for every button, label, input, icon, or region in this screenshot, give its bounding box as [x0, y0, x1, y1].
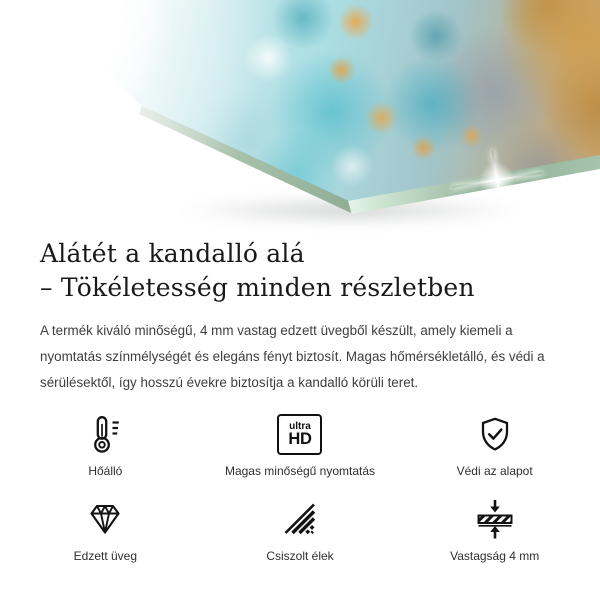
- ultra-hd-badge-top: ultra: [289, 420, 311, 432]
- product-info-section: [0, 235, 600, 395]
- ultra-hd-icon: [277, 411, 322, 457]
- feature-label: Csiszolt élek: [266, 549, 334, 564]
- feature-item-thickness: [397, 496, 592, 564]
- feature-label: Magas minőségű nyomtatás: [224, 464, 376, 479]
- feature-label: Vastagság 4 mm: [450, 549, 540, 564]
- feature-item-heat-resistant: [8, 411, 203, 479]
- shield-check-icon: [475, 411, 515, 457]
- feature-label: Edzett üveg: [73, 549, 138, 564]
- product-hero-image: [0, 0, 600, 235]
- feature-item-tempered-glass: [8, 496, 203, 564]
- feature-label: Védi az alapot: [456, 464, 533, 479]
- thermometer-icon: [85, 411, 125, 457]
- product-description: A termék kiváló minőségű, 4 mm vastag edzett üvegből készült, amely kiemeli a nyomtatás színmélységét és elegáns fényt biztosít. Magas hőmérsékletálló, és védi a sérülésektől, így hosszú évekre biztosítja a kandalló körüli teret.: [40, 323, 545, 390]
- diamond-icon: [85, 496, 125, 542]
- sparkle-highlight: [446, 129, 549, 232]
- heading-line-2: – Tökéletesség minden részletben: [40, 273, 475, 302]
- feature-label: Hőálló: [88, 464, 123, 479]
- beveled-edges-icon: [280, 496, 320, 542]
- section-heading: [40, 235, 560, 305]
- feature-item-print-quality: [203, 411, 398, 479]
- thickness-icon: [473, 496, 517, 542]
- ultra-hd-badge-bottom: HD: [288, 429, 312, 448]
- heading-line-1: Alátét a kandalló alá: [40, 239, 305, 268]
- features-grid: [8, 411, 592, 564]
- feature-item-polished-edges: [203, 496, 398, 564]
- feature-item-protects-base: [397, 411, 592, 479]
